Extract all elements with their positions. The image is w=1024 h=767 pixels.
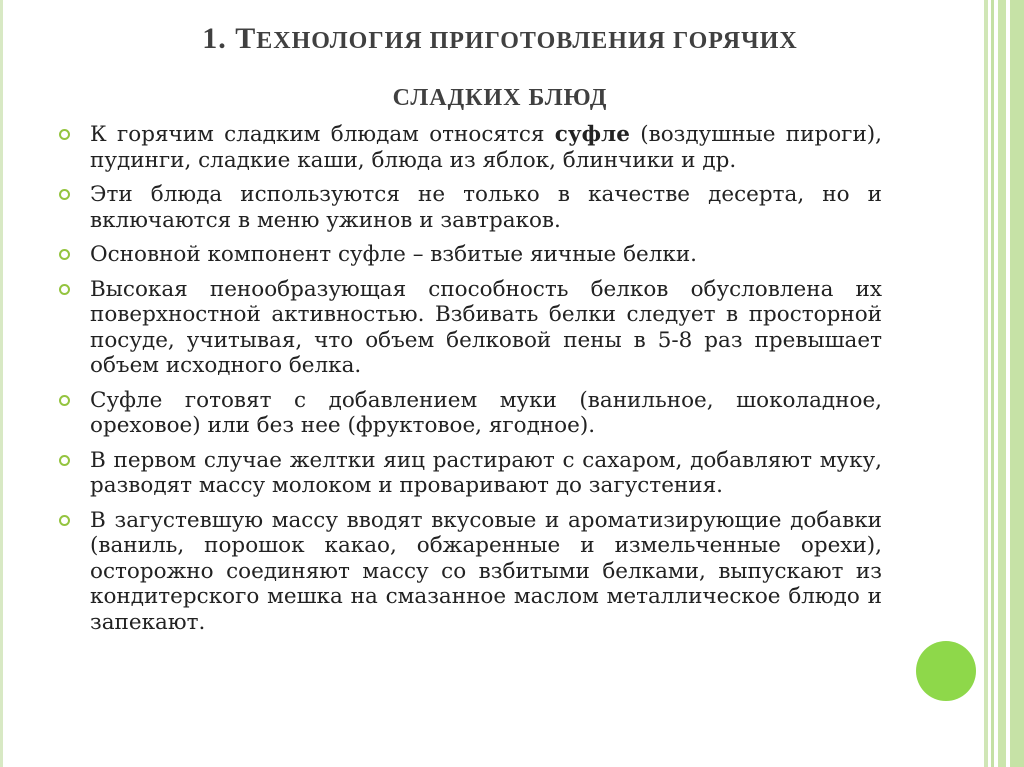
bullet-item-1 [56,122,882,173]
bullet-list [56,122,882,644]
bullet-circle-icon [59,395,70,406]
decorative-stripe [984,0,988,767]
bullet-item-5 [56,388,882,439]
bullet-text: В загустевшую массу вводят вкусовые и ароматизирующие добавки (ваниль, порошок какао, обжаренные и измельченные орехи), осторожно соединяют массу со взбитыми белками, выпускают из кондитерского мешка на смазанное маслом металлическое блюдо и запекают. [90,507,882,635]
title-line-2: СЛАДКИХ БЛЮД [392,85,608,111]
bullet-circle-icon [59,129,70,140]
decorative-stripe [998,0,1006,767]
bullet-item-4 [56,277,882,379]
title-line-1 [60,12,940,71]
bullet-circle-icon [59,515,70,526]
bullet-text: В первом случае желтки яиц растирают с сахаром, добавляют муку, разводят массу молоком и проваривают до загустения. [90,447,882,498]
slide-title [60,12,940,125]
bullet-item-6 [56,448,882,499]
decorative-stripe [1010,0,1024,767]
decorative-stripe [991,0,994,767]
title-first-letter: Т [235,22,257,55]
bullet-item-7 [56,508,882,636]
bullet-text: Эти блюда используются не только в качестве десерта, но и включаются в меню ужинов и завтраков. [90,182,882,233]
bullet-text: Основной компонент суфле – взбитые яичные белки. [90,242,697,267]
bullet-circle-icon [59,284,70,295]
bullet-item-2 [56,182,882,233]
left-border [0,0,3,767]
bullet-text: Высокая пенообразующая способность белков обусловлена их поверхностной активностью. Взбивать белки следует в просторной посуде, учитывая, что объем белковой пены в 5-8 раз превышает объем исходного белка. [90,276,882,378]
bullet-circle-icon [59,249,70,260]
bullet-circle-icon [59,455,70,466]
title-number: 1. [202,22,236,55]
bullet-text: Суфле готовят с добавлением муки (ванильное, шоколадное, ореховое) или без нее (фруктовое, ягодное). [90,387,882,438]
bullet-bold-text: суфле [554,122,630,147]
decorative-circle [916,641,976,701]
bullet-circle-icon [59,189,70,200]
bullet-text-after: (воздушные пироги), пудинги, сладкие каши, блюда из яблок, блинчики и др. [90,122,882,173]
title-line-1-rest: ЕХНОЛОГИЯ ПРИГОТОВЛЕНИЯ ГОРЯЧИХ [256,28,798,54]
bullet-item-3 [56,242,882,268]
bullet-text-before: К горячим сладким блюдам относятся [90,122,555,147]
